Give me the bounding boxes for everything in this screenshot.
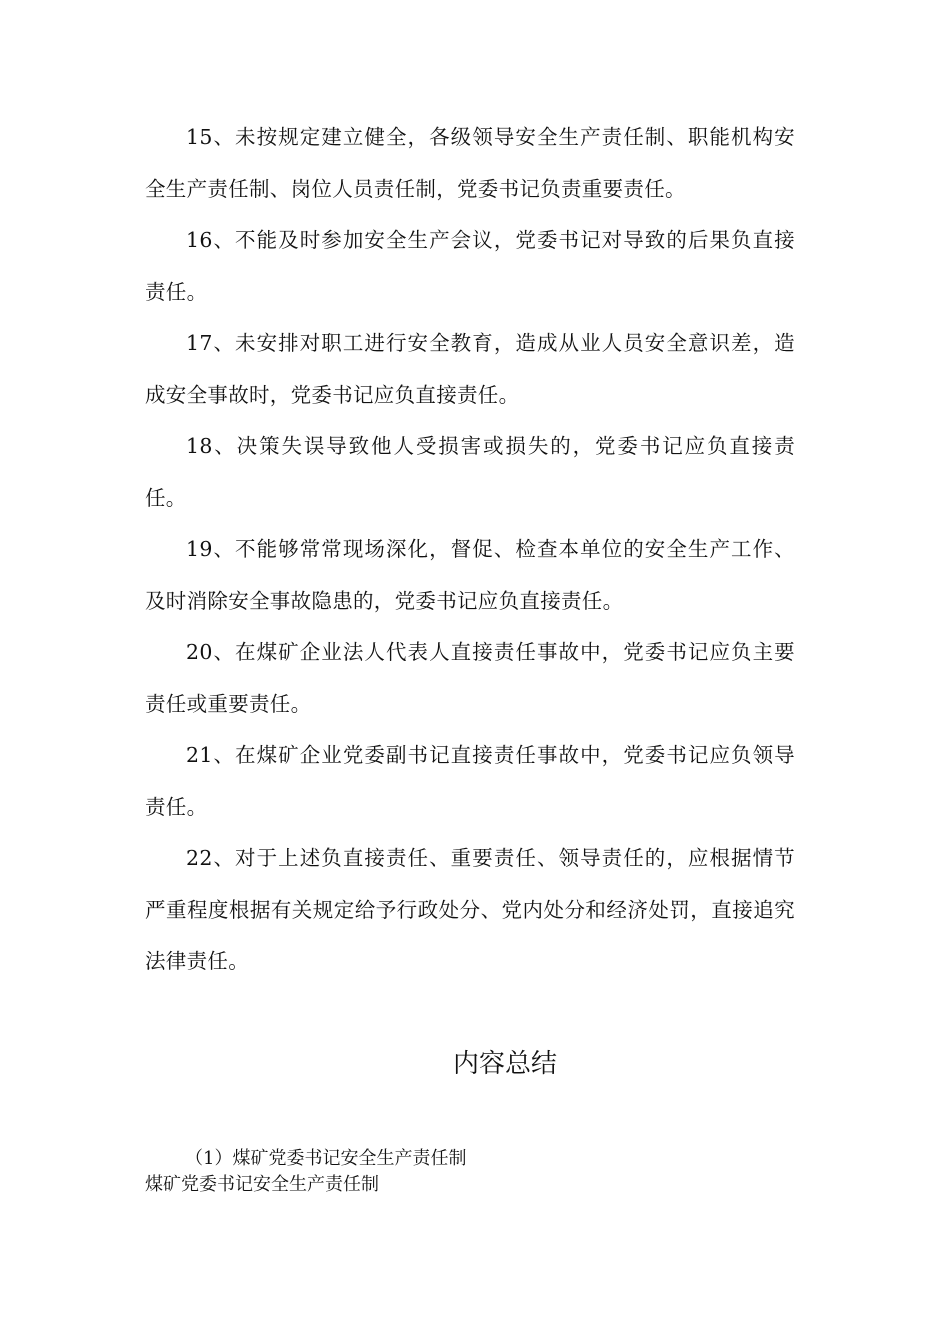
clause-21: 21、在煤矿企业党委副书记直接责任事故中，党委书记应负领导责任。	[145, 743, 795, 819]
summary-item-numbered: （1）煤矿党委书记安全生产责任制	[185, 1148, 467, 1169]
summary-item-title: 煤矿党委书记安全生产责任制	[145, 1174, 379, 1195]
clause-22: 22、对于上述负直接责任、重要责任、领导责任的，应根据情节严重程度根据有关规定给予行政处分、党内处分和经济处罚，直接追究法律责任。	[145, 846, 795, 973]
clause-16: 16、不能及时参加安全生产会议，党委书记对导致的后果负直接责任。	[145, 228, 795, 304]
clause-19: 19、不能够常常现场深化，督促、检查本单位的安全生产工作、及时消除安全事故隐患的，党委书记应负直接责任。	[145, 537, 795, 613]
summary-list	[145, 1146, 795, 1198]
clause-15: 15、未按规定建立健全，各级领导安全生产责任制、职能机构安全生产责任制、岗位人员责任制，党委书记负责重要责任。	[145, 125, 795, 201]
summary-heading: 内容总结	[452, 1049, 557, 1079]
clause-17: 17、未安排对职工进行安全教育，造成从业人员安全意识差，造成安全事故时，党委书记应负直接责任。	[145, 331, 795, 407]
clause-20: 20、在煤矿企业法人代表人直接责任事故中，党委书记应负主要责任或重要责任。	[145, 640, 795, 716]
clause-18: 18、决策失误导致他人受损害或损失的，党委书记应负直接责任。	[145, 434, 795, 510]
document-body	[145, 112, 795, 988]
